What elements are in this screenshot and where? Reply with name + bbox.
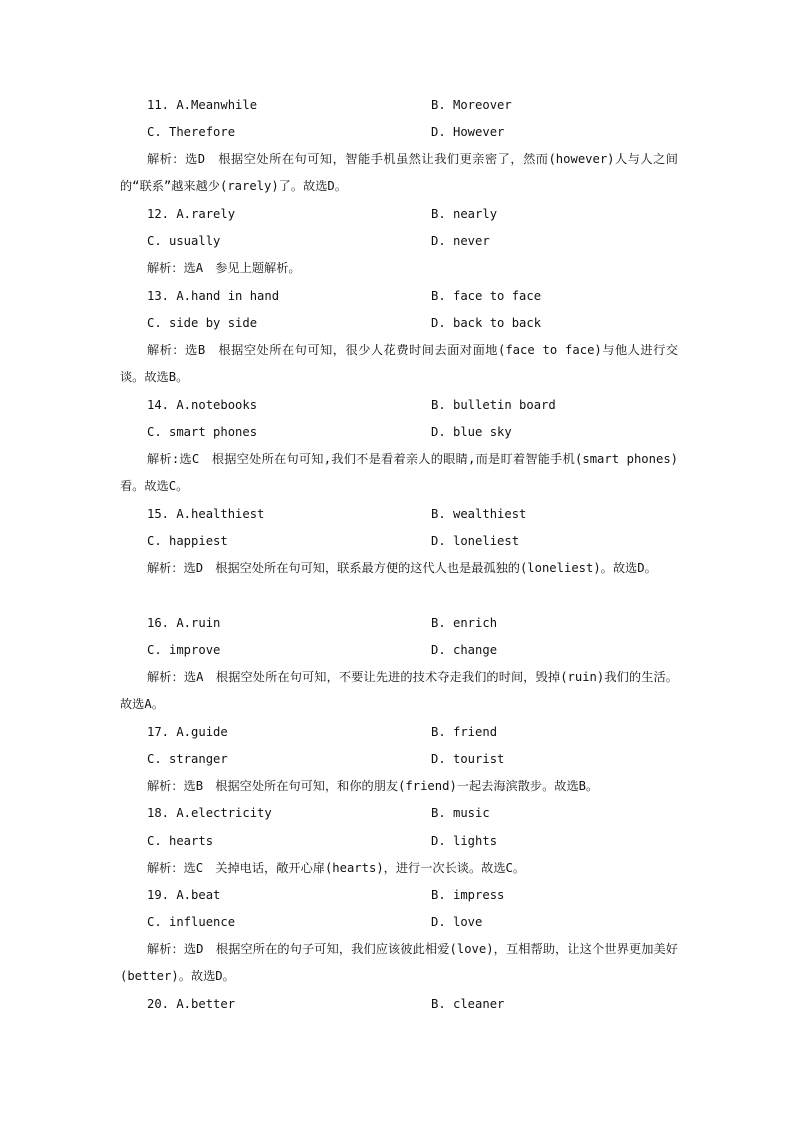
option-a: 14. A.notebooks (147, 398, 258, 412)
question-16-options-ab (0, 613, 794, 633)
question-19-options-cd (0, 912, 794, 932)
option-c: C. smart phones (147, 425, 258, 439)
option-d: D. back to back (431, 316, 542, 330)
option-d: D. loneliest (431, 534, 520, 548)
question-13-analysis: 解析：选B 根据空处所在句可知，很少人花费时间去面对面地(face to face)与他人进行交谈。故选B。 (120, 343, 678, 384)
option-c: C. happiest (147, 534, 228, 548)
option-c: C. side by side (147, 316, 258, 330)
question-11-analysis: 解析：选D 根据空处所在句可知，智能手机虽然让我们更亲密了，然而(however)人与人之间的“联系”越来越少(rarely)了。故选D。 (120, 152, 678, 193)
question-18-options-cd (0, 831, 794, 851)
question-12-options-cd (0, 231, 794, 251)
question-18-options-ab (0, 803, 794, 823)
option-b: B. bulletin board (431, 398, 556, 412)
question-13-options-cd (0, 313, 794, 333)
option-d: D. love (431, 915, 483, 929)
option-d: D. never (431, 234, 490, 248)
question-17-options-cd (0, 749, 794, 769)
question-15-options-ab (0, 504, 794, 524)
question-18-analysis: 解析：选C 关掉电话，敞开心扉(hearts)，进行一次长谈。故选C。 (147, 861, 526, 875)
option-b: B. friend (431, 725, 498, 739)
option-d: D. change (431, 643, 498, 657)
question-20-options-ab (0, 994, 794, 1014)
question-13-options-ab (0, 286, 794, 306)
option-a: 11. A.Meanwhile (147, 98, 258, 112)
question-11-options-ab (0, 95, 794, 115)
option-b: B. nearly (431, 207, 498, 221)
option-c: C. usually (147, 234, 221, 248)
option-a: 18. A.electricity (147, 806, 272, 820)
option-d: D. lights (431, 834, 498, 848)
question-16-analysis: 解析：选A 根据空处所在句可知，不要让先进的技术夺走我们的时间，毁掉(ruin)我们的生活。故选A。 (120, 670, 678, 711)
question-19-options-ab (0, 885, 794, 905)
option-c: C. hearts (147, 834, 214, 848)
option-b: B. impress (431, 888, 505, 902)
question-12-analysis: 解析：选A 参见上题解析。 (147, 261, 301, 275)
question-12-options-ab (0, 204, 794, 224)
option-c: C. Therefore (147, 125, 236, 139)
option-a: 20. A.better (147, 997, 236, 1011)
option-b: B. wealthiest (431, 507, 527, 521)
option-a: 17. A.guide (147, 725, 228, 739)
option-b: B. cleaner (431, 997, 505, 1011)
question-15-options-cd (0, 531, 794, 551)
question-17-analysis: 解析：选B 根据空处所在句可知，和你的朋友(friend)一起去海滨散步。故选B。 (147, 779, 599, 793)
question-11-options-cd (0, 122, 794, 142)
option-a: 19. A.beat (147, 888, 221, 902)
question-14-options-ab (0, 395, 794, 415)
question-15-analysis: 解析：选D 根据空处所在句可知，联系最方便的这代人也是最孤独的(loneliest)。故选D。 (147, 561, 657, 575)
question-14-options-cd (0, 422, 794, 442)
option-d: D. However (431, 125, 505, 139)
question-14-analysis: 解析:选C 根据空处所在句可知,我们不是看着亲人的眼睛,而是盯着智能手机(smart phones)看。故选C。 (120, 452, 678, 493)
option-a: 12. A.rarely (147, 207, 236, 221)
option-a: 15. A.healthiest (147, 507, 265, 521)
option-c: C. improve (147, 643, 221, 657)
option-d: D. tourist (431, 752, 505, 766)
option-b: B. enrich (431, 616, 498, 630)
question-19-analysis: 解析：选D 根据空所在的句子可知，我们应该彼此相爱(love)，互相帮助，让这个世界更加美好(better)。故选D。 (120, 942, 678, 983)
option-a: 13. A.hand in hand (147, 289, 280, 303)
option-b: B. Moreover (431, 98, 512, 112)
option-c: C. stranger (147, 752, 228, 766)
question-16-options-cd (0, 640, 794, 660)
option-a: 16. A.ruin (147, 616, 221, 630)
option-d: D. blue sky (431, 425, 512, 439)
option-b: B. music (431, 806, 490, 820)
option-b: B. face to face (431, 289, 542, 303)
question-17-options-ab (0, 722, 794, 742)
option-c: C. influence (147, 915, 236, 929)
